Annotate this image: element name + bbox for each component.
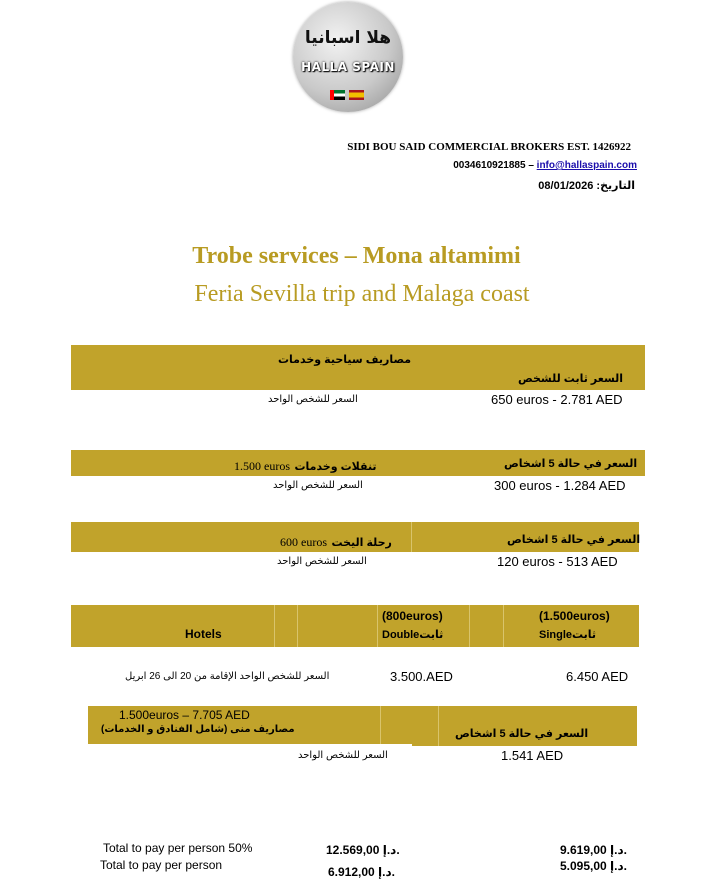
mina-header-left: السعر في حالة 5 اشخاص [455,728,589,740]
logo-arabic-text: هلا اسبانيا [304,28,392,48]
logo-latin-text: HALLA SPAIN [301,60,395,74]
transport-label: تنقلات وخدمات [294,461,377,473]
phone-number: 0034610921885 – [453,160,534,171]
yacht-amount: 600 euros [280,535,327,549]
mina-price: 1.541 AED [501,748,564,763]
logo-flags [330,90,366,100]
total-row2-double: 6.912,00 د.إ. [328,865,395,879]
yacht-header-right [280,533,392,551]
page-subtitle: Feria Sevilla trip and Malaga coast [194,281,530,307]
hotels-note: السعر للشخص الواحد الإقامة من 20 الى 26 ابريل [125,671,330,682]
mina-label: مصاريف منى (شامل الفنادق و الخدمات) [101,724,295,735]
contact-line [453,160,637,171]
total-row1-single: 9.619,00 د.إ. [560,843,627,857]
spain-flag-icon [349,90,364,100]
tourism-header-right: مصاريف سياحية وخدمات [278,354,412,366]
hotels-single-amount: (1.500euros) [539,609,610,623]
tourism-header-left: السعر ثابت للشخص [518,373,624,385]
transport-price: 300 euros - 1.284 AED [494,478,626,493]
yacht-price: 120 euros - 513 AED [497,554,618,569]
total-row1-double: 12.569,00 د.إ. [326,843,400,857]
transport-note: السعر للشخص الواحد [273,480,363,491]
hotels-double-amount: (800euros) [382,609,443,623]
transport-header-right [234,457,377,475]
tourism-note: السعر للشخص الواحد [268,394,358,405]
transport-amount: 1.500 euros [234,459,290,473]
mina-header-bar-right [412,706,637,746]
mina-amount: 1.500euros – 7.705 AED [119,708,250,722]
hotels-label: Hotels [185,627,222,641]
email-link[interactable]: info@hallaspain.com [536,160,637,171]
hotels-single-price: 6.450 AED [566,669,629,684]
page-title: Trobe services – Mona altamimi [192,243,521,269]
yacht-note: السعر للشخص الواحد [277,556,367,567]
company-name: SIDI BOU SAID COMMERCIAL BROKERS EST. 1426922 [347,141,631,153]
date-line [538,179,635,192]
hotels-double-price: 3.500.AED [390,669,453,684]
date-value: 08/01/2026 [538,180,594,192]
tourism-price: 650 euros - 2.781 AED [491,392,623,407]
mina-note: السعر للشخص الواحد [298,750,388,761]
total-row2-single: 5.095,00 د.إ. [560,859,627,873]
yacht-label: رحلة اليخت [331,537,392,549]
date-label: التاريخ: [596,180,635,192]
hotels-single-label: Singleثابت [539,629,597,641]
halla-spain-logo [293,2,403,112]
uae-flag-icon [330,90,345,100]
hotels-double-label: Doubleثابت [382,629,444,641]
transport-header-left: السعر في حالة 5 اشخاص [504,458,638,470]
total-row1-label: Total to pay per person 50% [103,841,253,855]
yacht-header-left: السعر في حالة 5 اشخاص [507,534,641,546]
total-row2-label: Total to pay per person [100,858,223,872]
